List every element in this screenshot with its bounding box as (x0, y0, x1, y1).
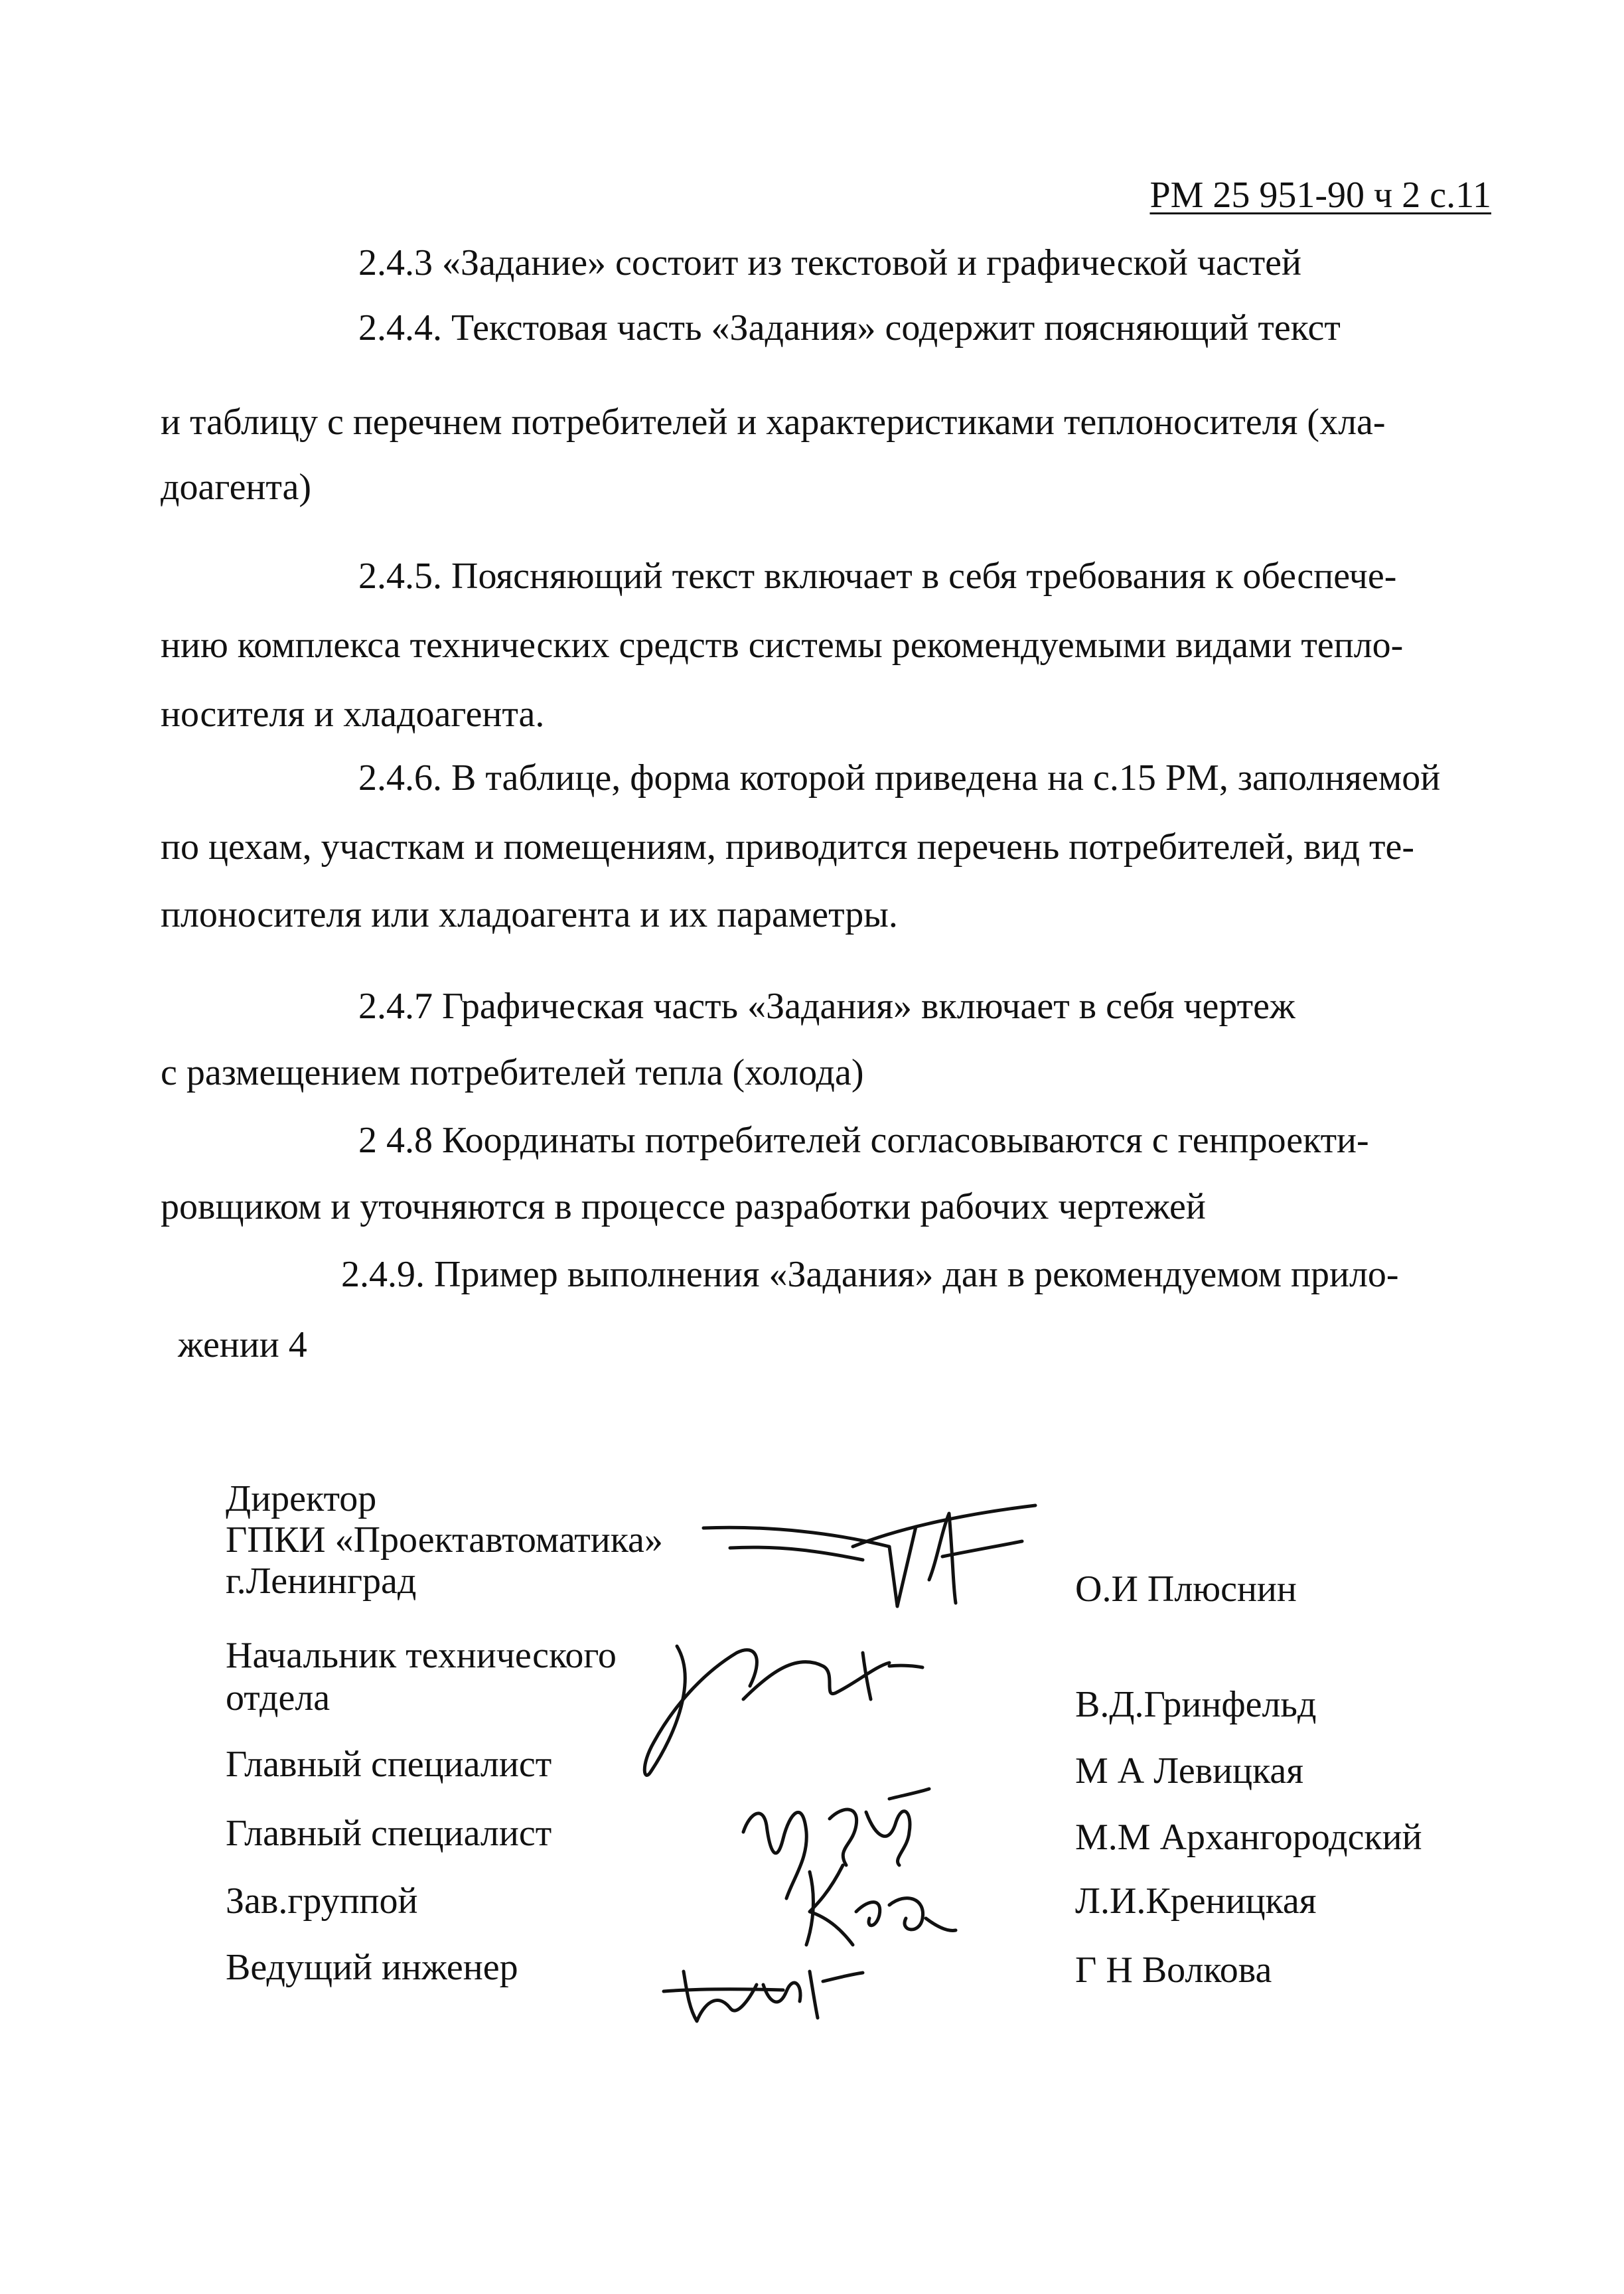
tech-head-signature (637, 1626, 929, 1792)
director-title-line3: г.Ленинград (226, 1561, 417, 1602)
lead-engineer-name: Г Н Волкова (1075, 1950, 1272, 1991)
paragraph-2-4-7: 2.4.7 Графическая часть «Задания» включает в себя чертеж (358, 986, 1295, 1027)
group-head-title: Зав.группой (226, 1880, 418, 1922)
chief-specialist-1-name: М А Левицкая (1075, 1750, 1304, 1792)
paragraph-2-4-5: 2.4.5. Поясняющий текст включает в себя требования к обеспече- (358, 556, 1397, 597)
director-title-line1: Директор (226, 1478, 377, 1519)
paragraph-2-4-4: 2.4.4. Текстовая часть «Задания» содержит поясняющий текст (358, 307, 1341, 348)
chief-specialist-2-title: Главный специалист (226, 1813, 552, 1854)
paragraph-2-4-6-cont-2: плоносителя или хладоагента и их параметры. (161, 894, 898, 935)
paragraph-2-4-5-cont-2: носителя и хладоагента. (161, 694, 545, 735)
director-name: О.И Плюснин (1075, 1568, 1297, 1610)
tech-head-title-line2: отдела (226, 1677, 331, 1719)
director-title-line2: ГПКИ «Проектавтоматика» (226, 1519, 663, 1561)
chief-specialist-1-title: Главный специалист (226, 1744, 552, 1785)
paragraph-2-4-5-cont-1: нию комплекса технических средств системы рекомендуемыми видами тепло- (161, 625, 1404, 666)
paragraph-2-4-9-cont-1: жении 4 (178, 1324, 307, 1365)
paragraph-2-4-8-cont-1: ровщиком и уточняются в процессе разработки рабочих чертежей (161, 1186, 1206, 1227)
paragraph-2-4-9: 2.4.9. Пример выполнения «Задания» дан в рекомендуемом прило- (341, 1254, 1399, 1295)
paragraph-2-4-7-cont-1: с размещением потребителей тепла (холода) (161, 1052, 864, 1093)
paragraph-2-4-6: 2.4.6. В таблице, форма которой приведена на с.15 РМ, заполняемой (358, 757, 1441, 799)
paragraph-2-4-4-cont-2: доагента) (161, 467, 312, 508)
tech-head-name: В.Д.Гринфельд (1075, 1684, 1317, 1725)
document-reference: РМ 25 951-90 ч 2 с.11 (1149, 175, 1491, 216)
paragraph-2-4-3: 2.4.3 «Задание» состоит из текстовой и графической частей (358, 242, 1301, 283)
chief-specialist-2-name: М.М Архангородский (1075, 1817, 1422, 1858)
paragraph-2-4-6-cont-1: по цехам, участкам и помещениям, приводится перечень потребителей, вид те- (161, 826, 1414, 868)
paragraph-2-4-4-cont-1: и таблицу с перечнем потребителей и характеристиками теплоносителя (хла- (161, 402, 1386, 443)
paragraph-2-4-8: 2 4.8 Координаты потребителей согласовываются с генпроекти- (358, 1120, 1369, 1161)
group-head-signature (790, 1852, 962, 1951)
lead-engineer-title: Ведущий инженер (226, 1947, 518, 1988)
lead-engineer-signature (657, 1945, 869, 2031)
director-signature (690, 1467, 1062, 1620)
group-head-name: Л.И.Креницкая (1075, 1880, 1317, 1922)
tech-head-title-line1: Начальник технического (226, 1635, 617, 1676)
